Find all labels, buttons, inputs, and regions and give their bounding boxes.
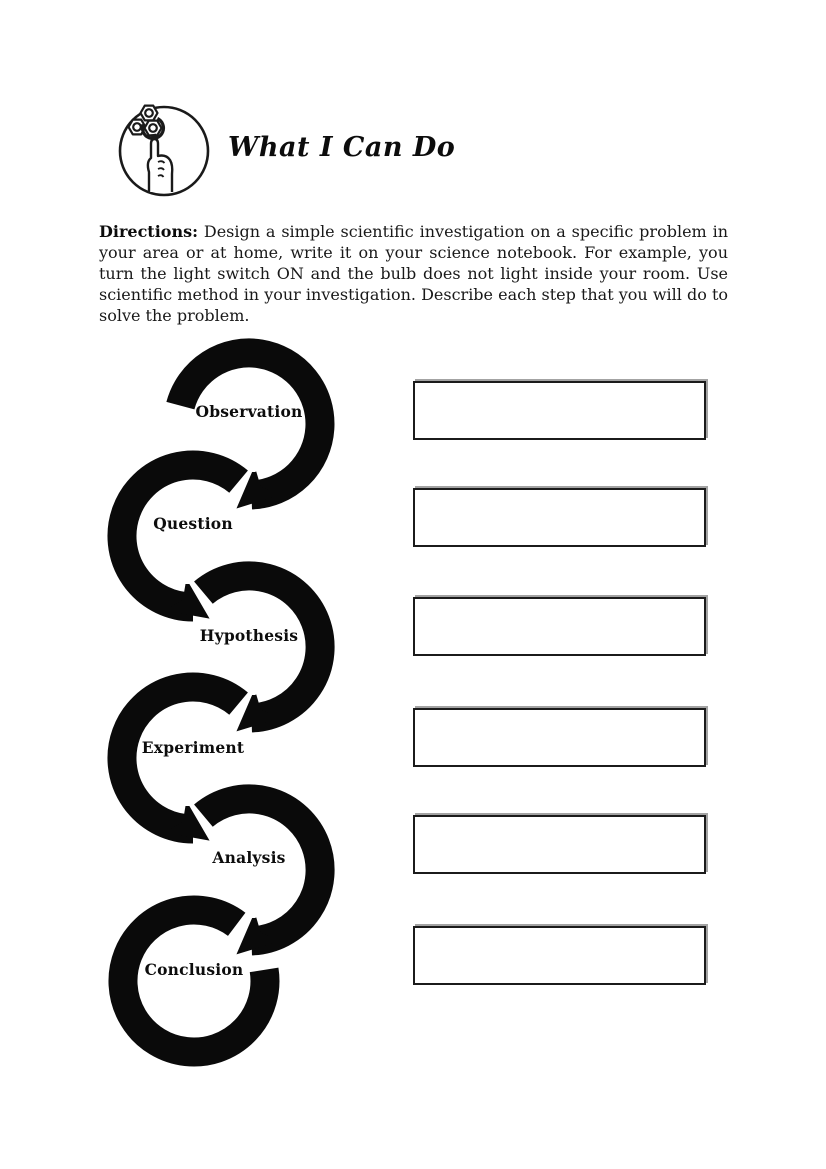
step-label-conclusion: Conclusion (144, 960, 244, 979)
pointing-hand-icon (148, 139, 172, 192)
cycle-arrow-question (122, 465, 239, 607)
step-label-hypothesis: Hypothesis (199, 626, 299, 645)
step-label-experiment: Experiment (141, 738, 245, 757)
step-label-observation: Observation (195, 402, 303, 421)
cycle-arrow-analysis (203, 799, 320, 941)
directions (99, 221, 728, 326)
answer-box-conclusion (413, 926, 706, 985)
answer-box-hypothesis (413, 597, 706, 656)
step-label-analysis: Analysis (212, 848, 286, 867)
page-title: What I Can Do (228, 132, 456, 163)
answer-box-analysis (413, 815, 706, 874)
cycle-arrow-observation (180, 353, 320, 495)
directions-label: Directions: (99, 222, 198, 241)
answer-box-observation (413, 381, 706, 440)
answer-box-experiment (413, 708, 706, 767)
directions-text: Design a simple scientific investigation on a specific problem in your area or at home, write it on your science notebook. For example, you turn the light switch ON and the bulb does not light inside your room. Use scientific method in your investigation. Describe each step that you will do to solve the problem. (99, 222, 728, 325)
cycle-arrow-experiment (122, 687, 239, 829)
hex-nut-icon (145, 121, 162, 136)
hand-holding-wrench-icon (113, 100, 213, 200)
step-label-question: Question (153, 514, 233, 533)
answer-box-question (413, 488, 706, 547)
cycle-arrow-conclusion (123, 910, 265, 1052)
cycle-arrow-hypothesis (203, 576, 320, 718)
